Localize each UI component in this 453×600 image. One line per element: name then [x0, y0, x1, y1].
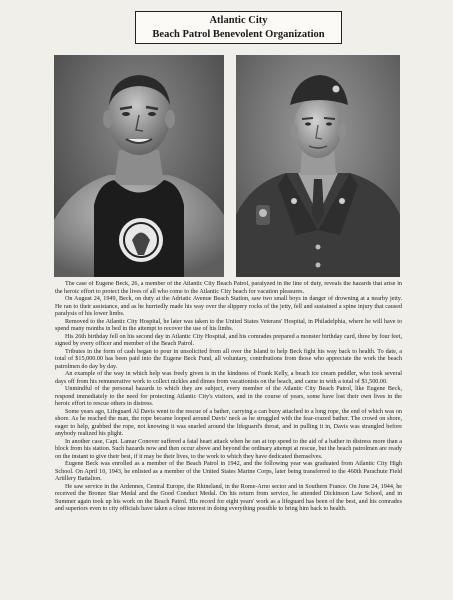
soldier-photo-image [236, 55, 400, 277]
article-paragraph: In another case, Capt. Lamar Conover suffered a fatal heart attack when he ran at top speed to the aid of a bather in distress more than a block from his station. Such hazards now and then occur above and beyond the ordinary attempt at rescue, but the beach patrolmen are ready on the instant to give their best, if it may be their lives, to the work to which they have dedicated themselves. [55, 438, 402, 460]
article-body [55, 281, 402, 594]
article-paragraph: On August 24, 1949, Beck, on duty at the Adriatic Avenue Beach Station, saw two small boys in danger of drowning at a nearby jetty. He ran to their assistance, and as he hurriedly made his way over the slippery rocks of the jetty, fell and sustained a spine injury that caused paralysis of his lower limbs. [55, 296, 402, 317]
article-paragraph: Some years ago, Lifeguard Al Davis went to the rescue of a bather, carrying a can buoy attached to a long rope, the end of which was on shore. As he reached the man, the rope became looped around Davis' neck as he struggled with the fear-crazed bather. The crowd on shore, eager to help, grabbed the rope, not knowing it was snarled around the lifeguard's throat, and in pulling it in, Davis was strangled before anybody realized his plight. [55, 408, 402, 437]
article-paragraph: Unmindful of the personal hazards to which they are subject, every member of the Atlantic City Beach Patrol, like Eugene Beck, respond immediately to the need for protecting Atlantic City's visitors, and in the course of years, some have lost their own lives in the heroic effort to rescue others in distress. [55, 386, 402, 407]
article-paragraph: Removed to the Atlantic City Hospital, he later was taken to the United States Veterans' Hospital, in Philadelphia, where he will have to spend many months in bed in the attempt to recover the use of his limbs. [55, 318, 402, 332]
header-title-line1: Atlantic City [209, 15, 268, 26]
lifeguard-photo [54, 55, 224, 277]
article-paragraph: The case of Eugene Beck, 26, a member of the Atlantic City Beach Patrol, paralyzed in the line of duty, reveals the hazards that arise in the heroic effort to protect the lives of all who come to the Atlantic City beach for vacation pleasures. [55, 281, 402, 295]
soldier-photo [236, 55, 400, 277]
article-paragraph: Tributes in the form of cash began to pour in unsolicited from all over the Island to help Beck fight his way back to health. To date, a total of $15,000.00 has been paid into the Eugene Beck Fund, all voluntary, contributions from those who appreciate the work the beach patrolmen do day by day. [55, 348, 402, 370]
lifeguard-photo-image [54, 55, 224, 277]
article-paragraph: His 26th birthday fell on his second day in Atlantic City Hospital, and his comrades prepared a monster birthday card, three by four feet, signed by every officer and member of the Beach Patrol. [55, 333, 402, 347]
article-paragraph: An example of the way in which help was freely given is in the kindness of Frank Kelly, a beach ice cream peddler, who took several days off from his remunerative work to collect nickles and dimes from vacationists on the beach, and came in with a total of $1,500.00. [55, 371, 402, 385]
page-header [135, 11, 342, 44]
header-title-line2: Beach Patrol Benevolent Organization [152, 29, 325, 40]
article-paragraph: Eugene Beck was enrolled as a member of the Beach Patrol in 1942, and the following year was graduated from Atlantic City High School. On April 10, 1943, he enlisted as a member of the United States Marine Corps, later being transferred to the 460th Parachute Field Artillery Battalion. [55, 461, 402, 482]
article-paragraph: He saw service in the Ardennes, Central Europe, the Rhineland, in the Rome-Arno sector and in Southern France. On June 24, 1944, he received the Bronze Star Medal and the Good Conduct Medal. On his return from service, he attended Dickinson Law School, and in Summer again took up his work on the Beach Patrol. His record for eight years' work as a lifeguard has been of the best, and his comrades and superiors even to city officials have taken a close interest in doing everything possible to bring him back to health. [55, 483, 402, 512]
